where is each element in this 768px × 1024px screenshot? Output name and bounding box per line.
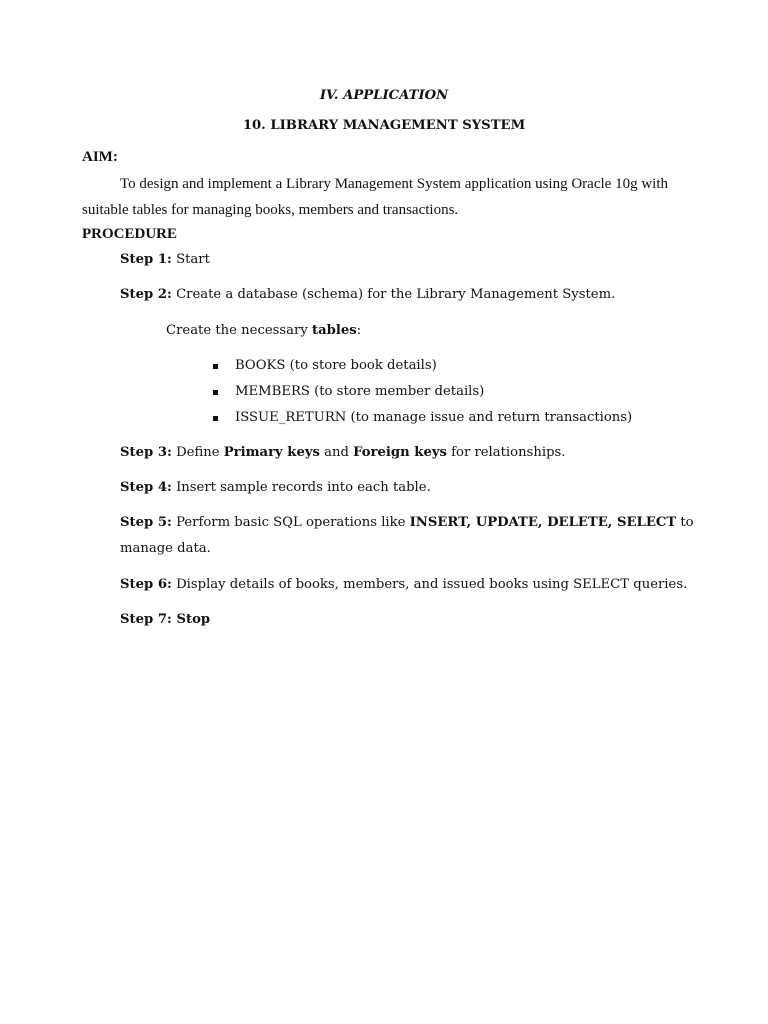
bullet-square-icon [213,416,218,421]
step-1 [120,251,210,269]
bullet-square-icon [213,364,218,369]
step-3 [120,444,565,462]
step-3-bold-primary: Primary keys [223,445,320,460]
section-title: IV. APPLICATION [319,88,449,103]
step-2-label: Step 2: [120,287,172,302]
step-7 [120,611,210,629]
step-4-text: Insert sample records into each table. [171,480,431,495]
step-3-label: Step 3: [120,445,172,460]
step-2-text: Create a database (schema) for the Library Management System. [171,287,616,302]
step-3-text: and [319,445,354,460]
bullet-square-icon [213,390,218,395]
step-3-bold-foreign: Foreign keys [353,445,447,460]
table-item-members: MEMBERS (to store member details) [235,384,485,399]
step-4 [120,479,431,497]
step-5-line-2: manage data. [120,541,211,556]
create-tables-suffix: : [356,323,362,338]
create-tables-line [166,322,361,340]
step-5-text: to [676,515,694,530]
step-6-label: Step 6: [120,577,172,592]
step-4-label: Step 4: [120,480,172,495]
step-1-text: Start [171,252,210,267]
table-item-issue-return: ISSUE_RETURN (to manage issue and return transactions) [235,410,633,425]
step-5-bold-operations: INSERT, UPDATE, DELETE, SELECT [409,515,677,530]
step-3-text: Define [171,445,224,460]
step-2 [120,286,615,304]
aim-text-line-2: suitable tables for managing books, members and transactions. [82,202,459,218]
step-1-label: Step 1: [120,252,172,267]
step-7-label: Step 7: Stop [120,612,211,627]
step-5 [120,514,694,532]
step-5-text: Perform basic SQL operations like [171,515,410,530]
step-6-text: Display details of books, members, and issued books using SELECT queries. [171,577,688,592]
procedure-heading: PROCEDURE [82,226,178,242]
aim-text-line-1: To design and implement a Library Management System application using Oracle 10g with [120,176,668,192]
create-tables-bold: tables [311,323,357,338]
step-6 [120,576,687,594]
step-5-label: Step 5: [120,515,172,530]
step-3-text: for relationships. [446,445,566,460]
table-item-books: BOOKS (to store book details) [235,358,437,373]
create-tables-prefix: Create the necessary [166,323,312,338]
experiment-title: 10. LIBRARY MANAGEMENT SYSTEM [242,118,526,133]
aim-heading: AIM: [82,149,118,165]
